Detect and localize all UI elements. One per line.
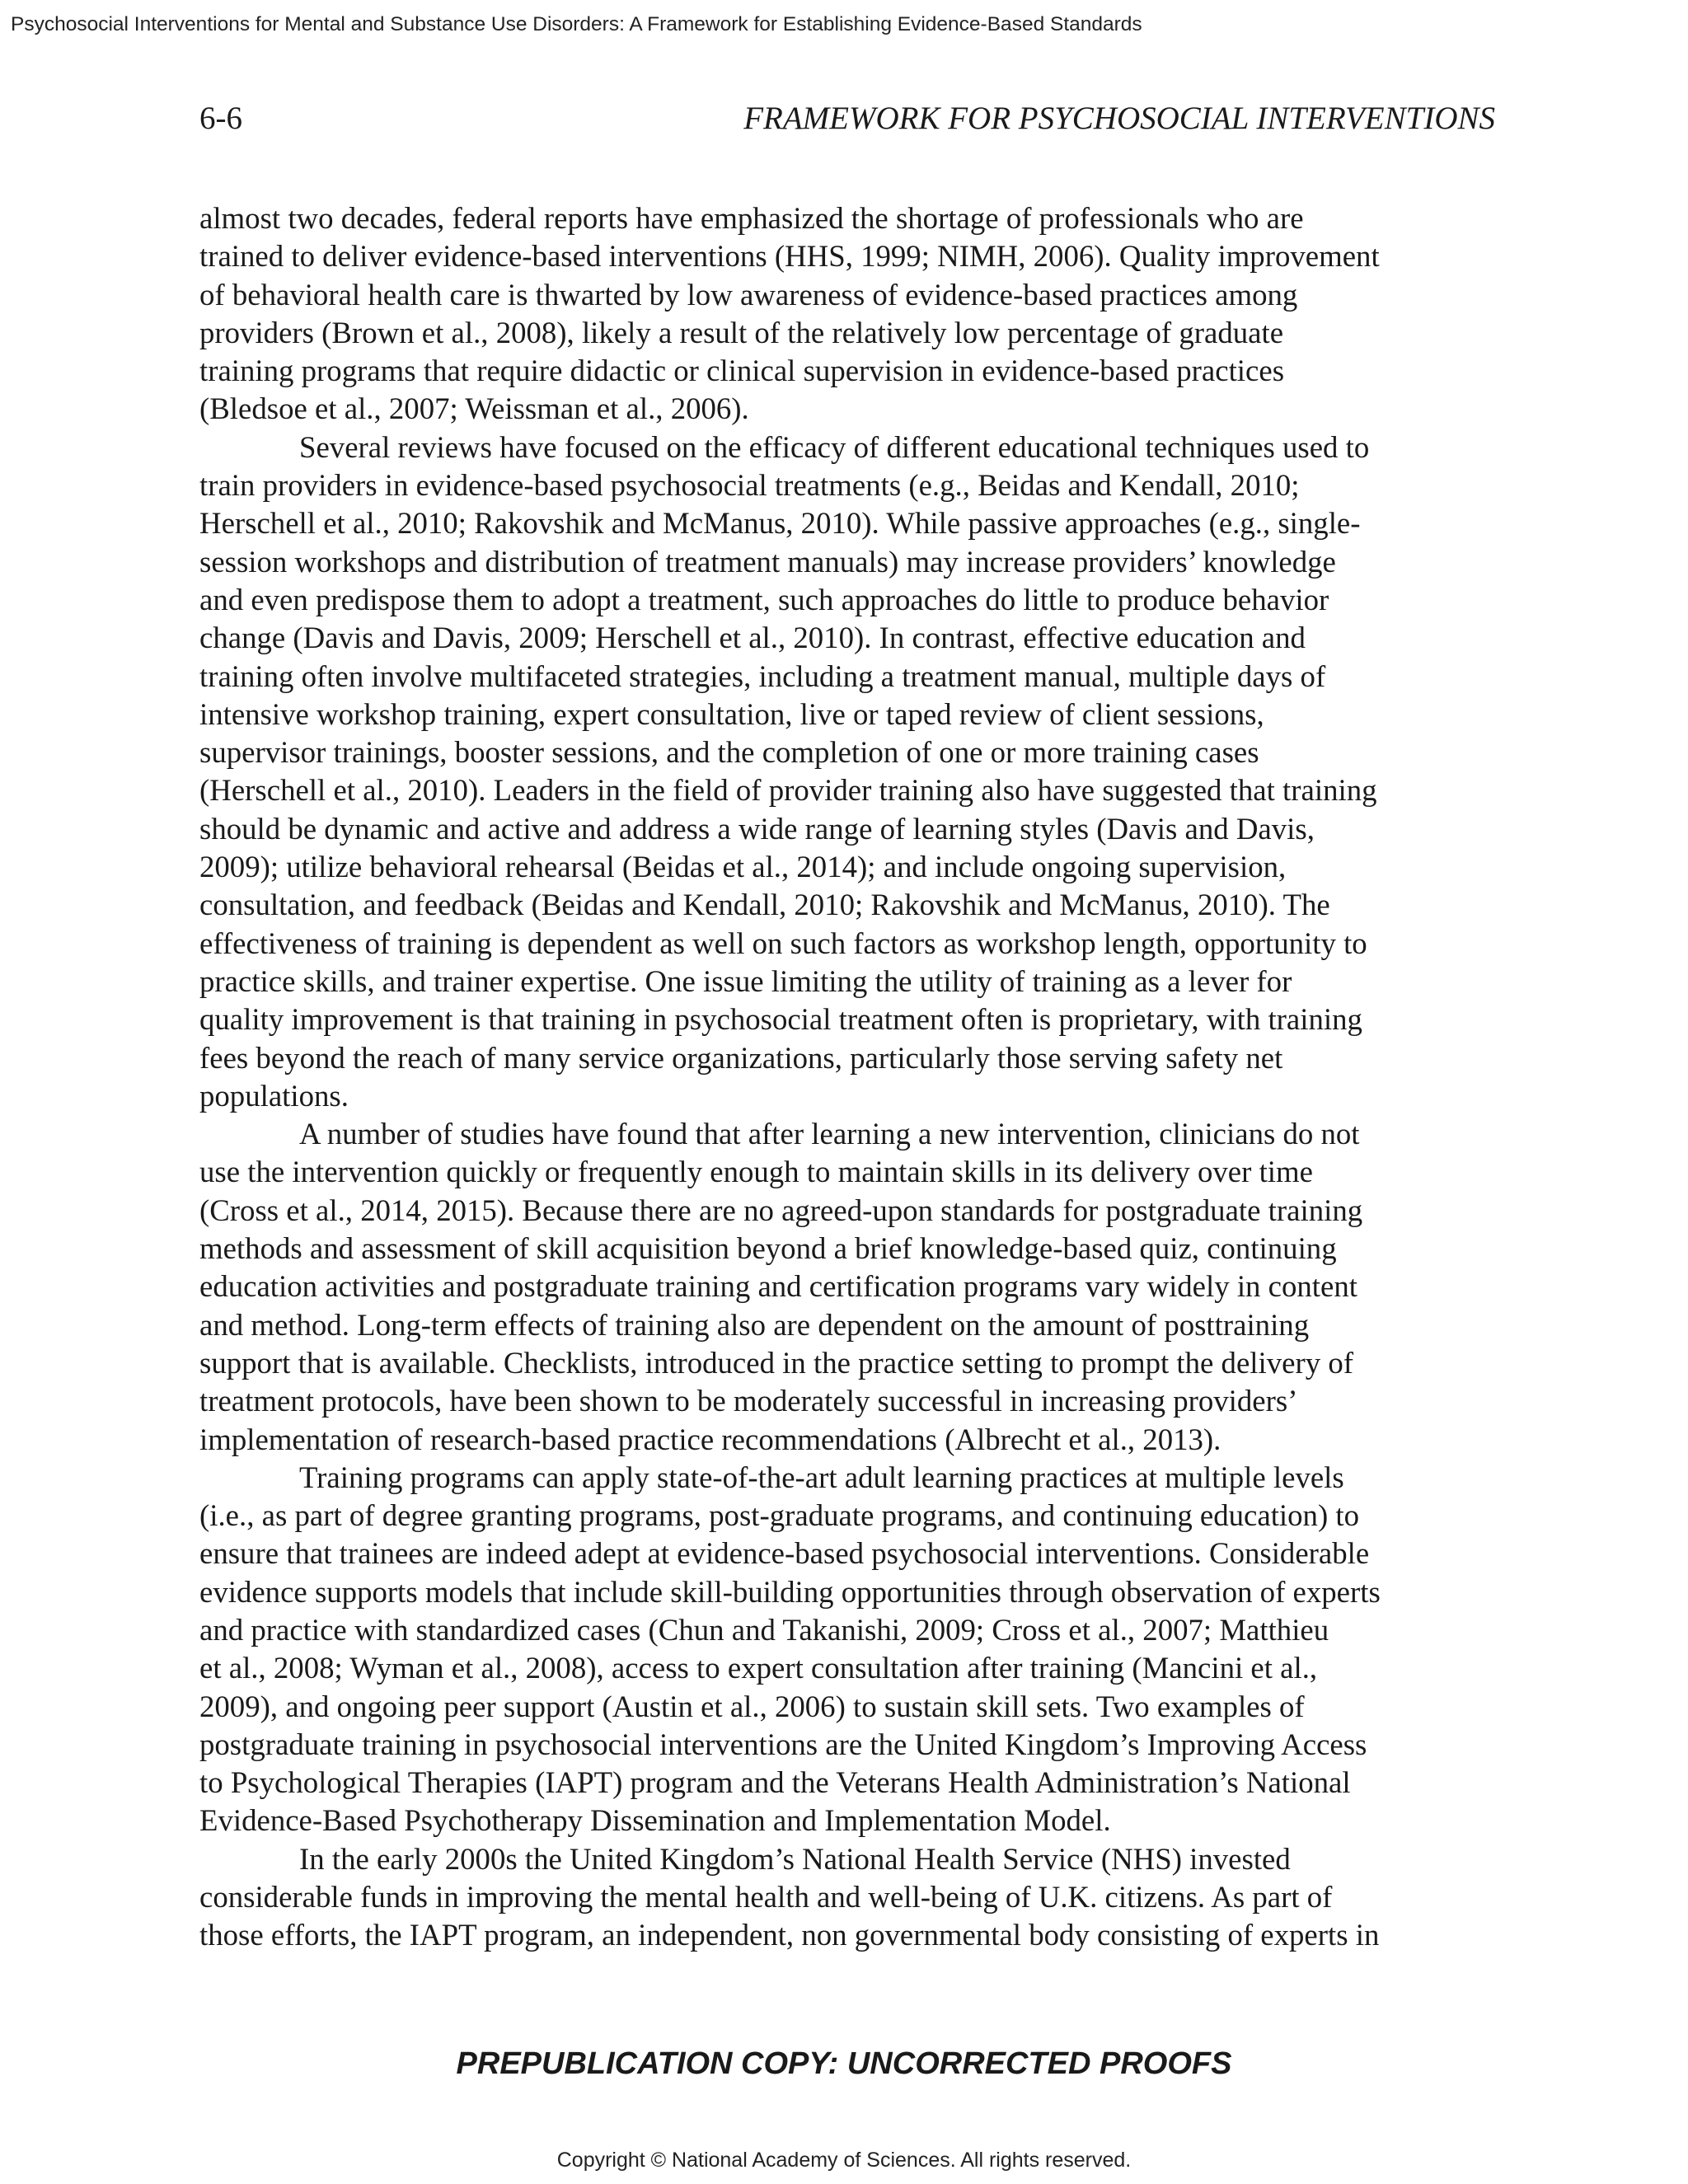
text-line: 2009); utilize behavioral rehearsal (Beidas et al., 2014); and include ongoing supervision, <box>199 850 1287 884</box>
paragraph-first-line: Training programs can apply state-of-the-art adult learning practices at multiple levels <box>299 1460 1344 1494</box>
text-line: practice skills, and trainer expertise. One issue limiting the utility of training as a lever for <box>199 963 1292 998</box>
page-number: 6-6 <box>199 101 242 136</box>
text-line: Evidence-Based Psychotherapy Dissemination and Implementation Model. <box>199 1803 1111 1838</box>
text-line: providers (Brown et al., 2008), likely a result of the relatively low percentage of graduate <box>199 315 1284 349</box>
text-line: almost two decades, federal reports have emphasized the shortage of professionals who are <box>199 201 1304 235</box>
paragraph-first-line: A number of studies have found that after learning a new intervention, clinicians do not <box>299 1117 1360 1151</box>
text-line: methods and assessment of skill acquisition beyond a brief knowledge-based quiz, continuing <box>199 1231 1337 1266</box>
text-line: (Bledsoe et al., 2007; Weissman et al., 2006). <box>199 391 749 426</box>
text-line: training often involve multifaceted strategies, including a treatment manual, multiple days of <box>199 658 1326 693</box>
paragraph-first-line: In the early 2000s the United Kingdom’s National Health Service (NHS) invested <box>299 1841 1291 1876</box>
text-line: (Herschell et al., 2010). Leaders in the field of provider training also have suggested that training <box>199 773 1377 808</box>
text-line: those efforts, the IAPT program, an independent, non governmental body consisting of experts in <box>199 1918 1380 1952</box>
prepublication-notice: PREPUBLICATION COPY: UNCORRECTED PROOFS <box>456 2046 1232 2081</box>
text-line: considerable funds in improving the mental health and well-being of U.K. citizens. As part of <box>199 1880 1333 1915</box>
text-line: supervisor trainings, booster sessions, and the completion of one or more training cases <box>199 735 1259 770</box>
text-line: intensive workshop training, expert consultation, live or taped review of client sessions, <box>199 696 1264 731</box>
text-line: Herschell et al., 2010; Rakovshik and McManus, 2010). While passive approaches (e.g., single- <box>199 506 1361 541</box>
text-line: fees beyond the reach of many service organizations, particularly those serving safety net <box>199 1040 1283 1075</box>
text-line: to Psychological Therapies (IAPT) program and the Veterans Health Administration’s National <box>199 1765 1351 1800</box>
text-line: ensure that trainees are indeed adept at evidence-based psychosocial interventions. Considerable <box>199 1536 1370 1571</box>
text-line: consultation, and feedback (Beidas and Kendall, 2010; Rakovshik and McManus, 2010). The <box>199 888 1330 922</box>
text-line: 2009), and ongoing peer support (Austin et al., 2006) to sustain skill sets. Two examples of <box>199 1689 1305 1723</box>
document-banner: Psychosocial Interventions for Mental and Substance Use Disorders: A Framework for Establishing Evidence-Based Standards <box>11 13 1142 35</box>
text-line: training programs that require didactic or clinical supervision in evidence-based practices <box>199 354 1285 388</box>
text-line: (Cross et al., 2014, 2015). Because there are no agreed-upon standards for postgraduate training <box>199 1193 1363 1227</box>
text-line: effectiveness of training is dependent as well on such factors as workshop length, opportunity to <box>199 926 1367 960</box>
running-head: FRAMEWORK FOR PSYCHOSOCIAL INTERVENTIONS <box>743 101 1495 136</box>
text-line: should be dynamic and active and address a wide range of learning styles (Davis and Davis, <box>199 811 1315 846</box>
text-line: train providers in evidence-based psychosocial treatments (e.g., Beidas and Kendall, 2010; <box>199 468 1300 503</box>
text-line: implementation of research-based practice recommendations (Albrecht et al., 2013). <box>199 1422 1221 1456</box>
text-line: evidence supports models that include skill-building opportunities through observation of experts <box>199 1574 1381 1609</box>
text-line: et al., 2008; Wyman et al., 2008), access to expert consultation after training (Mancini et al., <box>199 1651 1318 1685</box>
text-line: trained to deliver evidence-based interventions (HHS, 1999; NIMH, 2006). Quality improvement <box>199 239 1380 274</box>
body-text <box>199 199 1498 1955</box>
text-line: and practice with standardized cases (Chun and Takanishi, 2009; Cross et al., 2007; Matthieu <box>199 1612 1329 1647</box>
text-line: and method. Long-term effects of training also are dependent on the amount of posttraining <box>199 1307 1310 1342</box>
copyright-notice: Copyright © National Academy of Sciences. All rights reserved. <box>556 2149 1132 2172</box>
text-line: support that is available. Checklists, introduced in the practice setting to prompt the delivery of <box>199 1345 1353 1380</box>
text-line: populations. <box>199 1078 349 1113</box>
paragraph-first-line: Several reviews have focused on the efficacy of different educational techniques used to <box>299 429 1370 464</box>
text-line: change (Davis and Davis, 2009; Herschell et al., 2010). In contrast, effective education and <box>199 621 1306 655</box>
text-line: use the intervention quickly or frequently enough to maintain skills in its delivery over time <box>199 1155 1313 1189</box>
text-line: (i.e., as part of degree granting programs, post-graduate programs, and continuing education) to <box>199 1498 1360 1533</box>
text-line: of behavioral health care is thwarted by low awareness of evidence-based practices among <box>199 277 1298 312</box>
text-line: treatment protocols, have been shown to be moderately successful in increasing providers’ <box>199 1384 1298 1418</box>
text-line: session workshops and distribution of treatment manuals) may increase providers’ knowledge <box>199 544 1336 579</box>
text-line: quality improvement is that training in psychosocial treatment often is proprietary, with training <box>199 1002 1362 1037</box>
text-line: education activities and postgraduate training and certification programs vary widely in content <box>199 1269 1357 1304</box>
text-line: and even predispose them to adopt a treatment, such approaches do little to produce behavior <box>199 582 1329 616</box>
text-line: postgraduate training in psychosocial interventions are the United Kingdom’s Improving Access <box>199 1727 1367 1761</box>
